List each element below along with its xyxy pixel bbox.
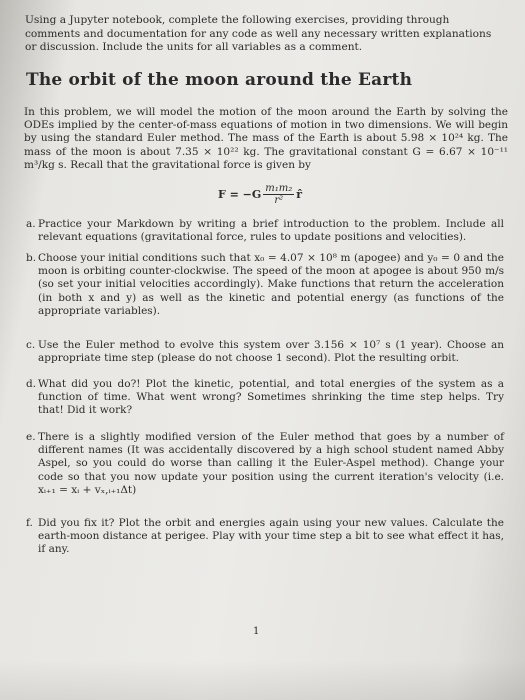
- equation-fraction: [263, 183, 294, 206]
- intro-instructions: Using a Jupyter notebook, complete the following exercises, providing through comments and documentation for any code as well any necessary written explanations or discussion. Include the units for all variables as a comment.: [25, 14, 492, 53]
- item-marker: a.: [26, 218, 36, 230]
- equation-denominator: r²: [274, 195, 284, 206]
- page-number: 1: [253, 626, 260, 637]
- item-marker: e.: [26, 431, 36, 443]
- item-text: Practice your Markdown by writing a brief introduction to the problem. Include all relevant equations (gravitational force, rules to update positions and velocities).: [38, 218, 504, 244]
- item-marker: f.: [26, 517, 33, 529]
- item-marker: b.: [26, 252, 37, 264]
- exercise-item-e: [26, 431, 504, 497]
- item-text: Use the Euler method to evolve this system over 3.156 × 10⁷ s (1 year). Choose an appropriate time step (please do not choose 1 second). Plot the resulting orbit.: [38, 339, 504, 365]
- item-text: Did you fix it? Plot the orbit and energies again using your new values. Calculate the earth-moon distance at perigee. Play with your time step a bit to see what effect it has, if any.: [38, 517, 504, 556]
- gravity-equation: [218, 183, 302, 206]
- problem-description: In this problem, we will model the motion of the moon around the Earth by solving the ODEs implied by the center-of-mass equations of motion in two dimensions. We will begin by using the standard Euler method. The mass of the Earth is about 5.98 × 10²⁴ kg. The mass of the moon is about 7.35 × 10²² kg. The gravitational constant G = 6.67 × 10⁻¹¹ m³/kg s. Recall that the gravitational force is given by: [24, 106, 508, 171]
- equation-unit-vector: r̂: [296, 188, 303, 201]
- page-shadow: [0, 660, 525, 700]
- item-text: What did you do?! Plot the kinetic, potential, and total energies of the system as a function of time. What went wrong? Sometimes shrinking the time step helps. Try that! Did it work?: [38, 378, 504, 417]
- exercise-item-a: [26, 218, 504, 244]
- section-title: The orbit of the moon around the Earth: [26, 70, 413, 90]
- equation-numerator: m₁m₂: [265, 183, 293, 194]
- item-text: Choose your initial conditions such that x₀ = 4.07 × 10⁸ m (apogee) and y₀ = 0 and the moon is orbiting counter-clockwise. The speed of the moon at apogee is about 950 m/s (so set your initial velocities accordingly). Make functions that return the acceleration (in both x and y) as well as the kinetic and potential energy (as functions of the appropriate variables).: [38, 252, 504, 317]
- exercise-item-f: [26, 517, 504, 557]
- equation-lhs: F = −G: [218, 188, 262, 201]
- item-marker: d.: [26, 378, 37, 390]
- exercise-item-d: [26, 378, 504, 418]
- exercise-item-b: [26, 252, 504, 318]
- exercise-item-c: [26, 339, 504, 365]
- item-marker: c.: [26, 339, 36, 351]
- item-text: There is a slightly modified version of the Euler method that goes by a number of different names (It was accidentally discovered by a high school student named Abby Aspel, so you could do worse than calling it the Euler-Aspel method). Change your code so that you now update your position using the current iteration's velocity (i.e. xᵢ₊₁ = xᵢ + vₓ,ᵢ₊₁Δt): [38, 431, 504, 496]
